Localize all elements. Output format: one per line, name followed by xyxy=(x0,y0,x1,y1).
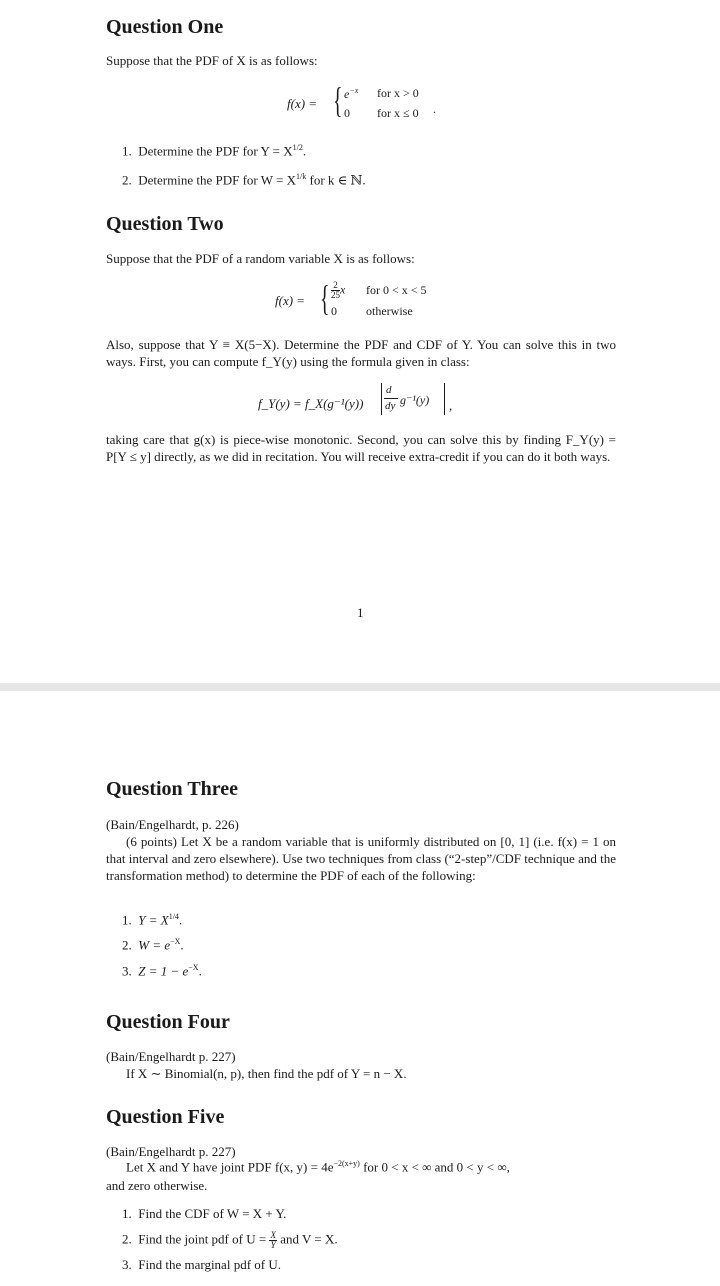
abs-bar-left xyxy=(381,383,382,415)
formula-rhs: g⁻¹(y) xyxy=(400,393,430,407)
question-five-source: (Bain/Engelhardt p. 227) xyxy=(106,1144,236,1159)
question-five-line2: and zero otherwise. xyxy=(106,1178,208,1193)
pdf-brace: { xyxy=(333,80,343,120)
question-three-item-2: 2. $W = e^{-X}$. xyxy=(122,937,184,953)
question-two-intro: Suppose that the PDF of a random variable X is as follows: xyxy=(106,251,415,266)
question-four-title: Question Four xyxy=(106,1011,230,1033)
pdf2-case2-expr: 0 xyxy=(331,304,337,318)
formula-lhs: f_Y(y) = f_X(g⁻¹(y)) xyxy=(258,396,364,411)
page-separator xyxy=(0,683,720,691)
question-three-item-3: 3. $Z = 1 - e^{-X}$. xyxy=(122,963,202,979)
question-three-title: Question Three xyxy=(106,778,239,800)
page-two xyxy=(0,691,720,1286)
pdf2-case2-cond: otherwise xyxy=(366,304,413,318)
question-four-line: If X ∼ Binomial(n, p), then find the pdf of Y = n − X. xyxy=(126,1066,407,1081)
question-two-paragraph: Also, suppose that Y ≡ X(5−X). Determine the PDF and CDF of Y. You can solve this in two ways. First, you can compute f_Y(y) using the formula given in class: xyxy=(106,337,616,369)
question-five-line1: Let X and Y have joint PDF f(x, $y) = 4e^{-2(x+y)}$ for 0 < x < ∞ and 0 < y < ∞, xyxy=(126,1159,510,1175)
question-one-title: Question One xyxy=(106,16,224,38)
question-three-item-1: 1. $Y = X^{1/4}$. xyxy=(122,912,183,928)
question-one-item-2: 2. Determine the PDF for $W = X^{1/k}$ for k ∈ ℕ. xyxy=(122,172,366,188)
formula-dy: dy xyxy=(385,400,396,412)
pdf-case1-cond: for x > 0 xyxy=(377,86,419,100)
question-five-item-2: 2. Find the joint pdf of U = $\frac{X}{Y}$ and V = X. xyxy=(122,1230,338,1250)
question-five-title: Question Five xyxy=(106,1106,225,1128)
pdf2-brace: { xyxy=(320,278,330,318)
pdf2-lhs: f(x) = xyxy=(275,293,306,308)
question-one-item-1: 1. Determine the PDF for $Y = X^{1/2}$. xyxy=(122,143,307,159)
question-one-intro: Suppose that the PDF of X is as follows: xyxy=(106,53,318,68)
pdf2-case1-cond: for 0 < x < 5 xyxy=(366,283,427,297)
pdf-lhs: f(x) = xyxy=(287,96,318,111)
question-three-paragraph: (6 points) Let X be a random variable that is uniformly distributed on [0, 1] (i.e. f(x) = 1 on that interval and zero elsewhere). Use two techniques from class (“2-step”/CDF technique and the transformation method) to determine the PDF of each of the following: xyxy=(106,834,616,883)
frac-line xyxy=(384,398,398,399)
question-two-closing: taking care that g(x) is piece-wise monotonic. Second, you can solve this by finding F_Y(y) = P[Y ≤ y] directly, as we did in recitation. You will receive extra-credit if you can do it both ways. xyxy=(106,432,616,464)
formula-end: , xyxy=(449,398,453,413)
pdf-eq-end: . xyxy=(433,102,436,116)
page-number: 1 xyxy=(357,605,364,620)
question-five-item-3: 3. Find the marginal pdf of U. xyxy=(122,1257,281,1272)
pdf2-case1-expr: $\frac{2}{25}$ x xyxy=(331,280,346,300)
question-four-source: (Bain/Engelhardt p. 227) xyxy=(106,1049,236,1064)
abs-bar-right xyxy=(444,383,445,415)
question-two-title: Question Two xyxy=(106,213,224,235)
pdf-case2-cond: for x ≤ 0 xyxy=(377,106,419,120)
question-three-source: (Bain/Engelhardt, p. 226) xyxy=(106,817,239,832)
pdf-case2-expr: 0 xyxy=(344,106,350,120)
pdf-case1-expr: $e^{-x}$ xyxy=(344,86,359,101)
formula-d: d xyxy=(386,384,392,396)
question-five-item-1: 1. Find the CDF of W = X + Y. xyxy=(122,1206,287,1221)
